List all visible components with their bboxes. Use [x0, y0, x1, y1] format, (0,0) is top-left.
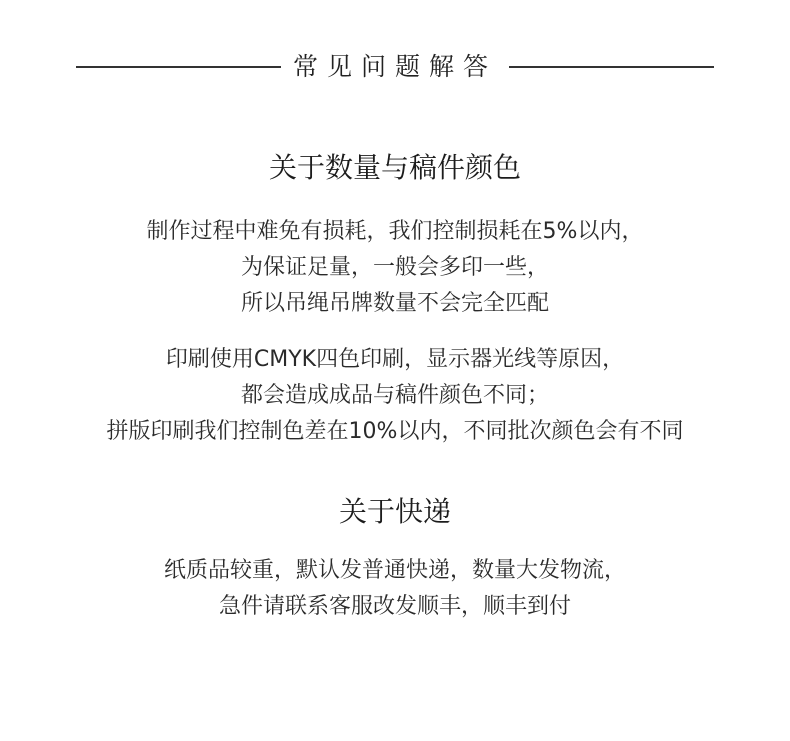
paragraph-shipping	[0, 553, 790, 625]
text-line: 拼版印刷我们控制色差在10%以内，不同批次颜色会有不同	[106, 419, 684, 444]
header-divider-left	[76, 66, 281, 68]
paragraph-wastage	[0, 214, 790, 322]
text-line: 为保证足量，一般会多印一些，	[240, 255, 549, 280]
text-line: 印刷使用CMYK四色印刷，显示器光线等原因，	[165, 347, 625, 372]
section-title-shipping: 关于快递	[338, 495, 451, 528]
text-line: 都会造成成品与稿件颜色不同；	[240, 383, 549, 408]
text-line: 急件请联系客服改发顺丰，顺丰到付	[218, 594, 571, 619]
header-divider-right	[509, 66, 714, 68]
text-line: 纸质品较重，默认发普通快递，数量大发物流，	[163, 558, 626, 583]
page-title: 常见问题解答	[293, 52, 498, 81]
section-title-quantity-color: 关于数量与稿件颜色	[268, 151, 521, 184]
text-line: 所以吊绳吊牌数量不会完全匹配	[240, 291, 549, 316]
text-line: 制作过程中难免有损耗，我们控制损耗在5%以内，	[146, 219, 644, 244]
faq-header	[76, 50, 714, 84]
paragraph-color-difference	[0, 342, 790, 450]
